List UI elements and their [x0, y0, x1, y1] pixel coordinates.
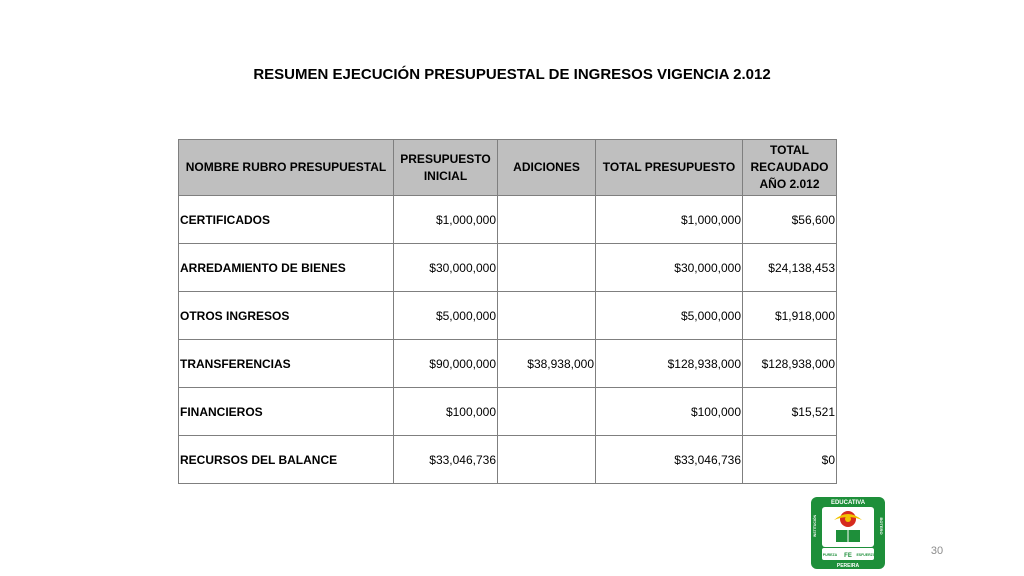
logo-footer-text: PEREIRA [836, 563, 860, 569]
table-row [179, 388, 837, 436]
table-row [179, 340, 837, 388]
cell-rubro: OTROS INGRESOS [179, 292, 394, 340]
cell-total-recaudado: $128,938,000 [743, 340, 837, 388]
cell-presupuesto-inicial: $100,000 [394, 388, 498, 436]
header-total-recaudado: TOTAL RECAUDADO AÑO 2.012 [743, 140, 837, 196]
cell-presupuesto-inicial: $30,000,000 [394, 244, 498, 292]
budget-table [178, 139, 837, 484]
header-total-presupuesto: TOTAL PRESUPUESTO [596, 140, 743, 196]
cell-adiciones [498, 436, 596, 484]
logo-right-text: BOTERO [879, 517, 884, 535]
cell-rubro: RECURSOS DEL BALANCE [179, 436, 394, 484]
header-nombre-rubro: NOMBRE RUBRO PRESUPUESTAL [179, 140, 394, 196]
cell-adiciones: $38,938,000 [498, 340, 596, 388]
table-row [179, 244, 837, 292]
cell-total-presupuesto: $1,000,000 [596, 196, 743, 244]
cell-total-recaudado: $24,138,453 [743, 244, 837, 292]
table-header-row [179, 140, 837, 196]
cell-rubro: ARREDAMIENTO DE BIENES [179, 244, 394, 292]
cell-adiciones [498, 244, 596, 292]
cell-rubro: FINANCIEROS [179, 388, 394, 436]
cell-adiciones [498, 388, 596, 436]
page-title: RESUMEN EJECUCIÓN PRESUPUESTAL DE INGRESOS VIGENCIA 2.012 [253, 66, 771, 83]
cell-total-recaudado: $15,521 [743, 388, 837, 436]
cell-presupuesto-inicial: $5,000,000 [394, 292, 498, 340]
cell-total-recaudado: $56,600 [743, 196, 837, 244]
cell-total-presupuesto: $30,000,000 [596, 244, 743, 292]
cell-total-presupuesto: $100,000 [596, 388, 743, 436]
cell-total-recaudado: $1,918,000 [743, 292, 837, 340]
cell-presupuesto-inicial: $1,000,000 [394, 196, 498, 244]
school-logo [810, 496, 886, 570]
table-row [179, 292, 837, 340]
cell-rubro: TRANSFERENCIAS [179, 340, 394, 388]
cell-presupuesto-inicial: $33,046,736 [394, 436, 498, 484]
cell-total-recaudado: $0 [743, 436, 837, 484]
cell-adiciones [498, 292, 596, 340]
table-row [179, 196, 837, 244]
table-row [179, 436, 837, 484]
cell-presupuesto-inicial: $90,000,000 [394, 340, 498, 388]
cell-total-presupuesto: $33,046,736 [596, 436, 743, 484]
cell-total-presupuesto: $5,000,000 [596, 292, 743, 340]
logo-bottom-right-text: ESFUERZO [856, 553, 876, 557]
cell-adiciones [498, 196, 596, 244]
logo-bottom-left-text: PUREZA [822, 553, 838, 557]
cell-rubro: CERTIFICADOS [179, 196, 394, 244]
logo-emblem-center-icon [845, 516, 851, 522]
logo-center-text: FE [844, 553, 852, 559]
header-presupuesto-inicial: PRESUPUESTO INICIAL [394, 140, 498, 196]
logo-left-text: INSTITUCIÓN [813, 514, 817, 538]
page-number: 30 [930, 545, 944, 557]
cell-total-presupuesto: $128,938,000 [596, 340, 743, 388]
header-adiciones: ADICIONES [498, 140, 596, 196]
logo-top-text: EDUCATIVA [830, 500, 866, 506]
